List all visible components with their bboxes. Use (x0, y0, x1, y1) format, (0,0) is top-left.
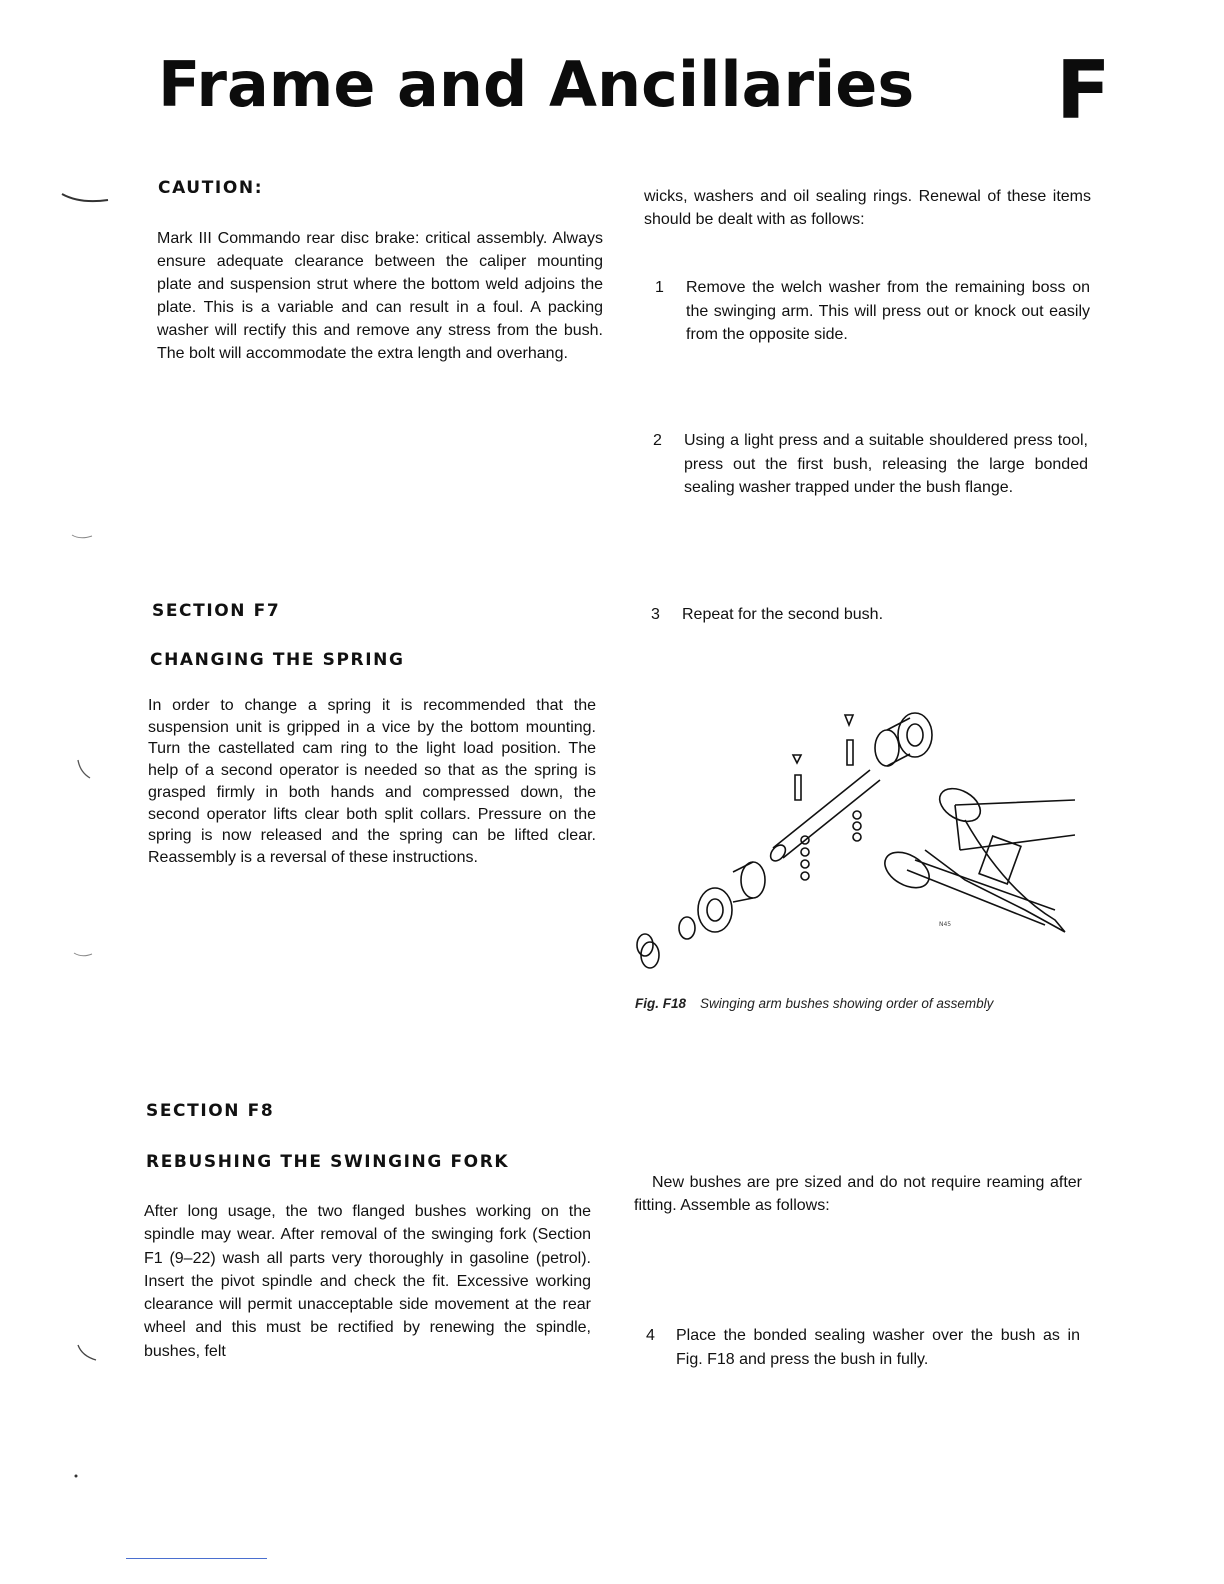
grease-nipple (793, 755, 801, 800)
figure-label: Fig. F18 (635, 996, 687, 1011)
flanged-bush (733, 862, 753, 902)
section-letter: F (1056, 44, 1111, 137)
welch-washer (641, 942, 659, 968)
sealing-washer (698, 888, 732, 932)
grease-nipple (845, 715, 853, 765)
step-number: 1 (655, 279, 664, 296)
section-f7-subheading: CHANGING THE SPRING (150, 650, 405, 670)
small-washer (853, 833, 861, 841)
step-text: Place the bonded sealing washer over the bush as in Fig. F18 and press the bush in fully. (676, 1327, 1080, 1368)
step-number: 4 (646, 1327, 655, 1344)
section-f8-subheading: REBUSHING THE SWINGING FORK (146, 1152, 510, 1172)
sealing-washer-inner (907, 724, 923, 746)
caution-heading: CAUTION: (158, 178, 264, 198)
margin-mark (72, 535, 92, 538)
sealing-washer-inner (707, 899, 723, 921)
section-f7-label: SECTION F7 (152, 601, 281, 621)
step-number: 2 (653, 432, 662, 449)
small-washer (801, 872, 809, 880)
margin-mark (75, 1475, 78, 1478)
margin-mark (78, 760, 90, 778)
right-intro-text: wicks, washers and oil sealing rings. Renewal of these items should be dealt with as follows: (644, 188, 1091, 228)
step-text: Remove the welch washer from the remaining boss on the swinging arm. This will press out or knock out easily from the opposite side. (686, 279, 1090, 343)
step-number: 3 (651, 606, 660, 623)
section-f8-text: After long usage, the two flanged bushes working on the spindle may wear. After removal of the swinging fork (Section F1 (9–22) wash all parts very thoroughly in gasoline (petrol). Insert the pivot spindle and check the fit. Excessive working clearance will permit unacceptable side movement at the rear wheel and this must be rectified by renewing the spindle, bushes, felt (144, 1203, 591, 1360)
section-f8-label: SECTION F8 (146, 1101, 275, 1121)
spindle-end (768, 842, 789, 864)
step-text: Repeat for the second bush. (682, 606, 884, 623)
margin-mark (62, 194, 108, 201)
step-3 (651, 603, 1090, 629)
margin-mark (78, 1345, 96, 1360)
footnote-rule (126, 1558, 267, 1559)
sealing-washer (898, 713, 932, 757)
step-text: Using a light press and a suitable shouldered press tool, press out the first bush, releasing the large bonded sealing washer trapped under the bush flange. (684, 432, 1088, 496)
pivot-spindle (773, 770, 880, 858)
flanged-bush (875, 730, 899, 766)
page-title: Frame and Ancillaries (158, 48, 915, 121)
flanged-bush (741, 862, 765, 898)
oil-seal (679, 917, 695, 939)
small-washer (853, 811, 861, 819)
fork-frame (955, 800, 1075, 850)
fork-gusset (979, 836, 1021, 884)
caution-text: Mark III Commando rear disc brake: critical assembly. Always ensure adequate clearance between the caliper mounting plate and suspension strut where the bottom weld adjoins the plate. This is a variable and can result in a foul. A packing washer will rectify this and remove any stress from the bush. The bolt will accommodate the extra length and overhang. (157, 230, 603, 362)
small-washer (801, 860, 809, 868)
margin-marks (60, 180, 120, 1500)
swinging-arm-diagram (625, 700, 1075, 980)
small-washer (853, 822, 861, 830)
bushes-note: New bushes are pre sized and do not require reaming after fitting. Assemble as follows: (634, 1174, 1082, 1214)
section-f7-text: In order to change a spring it is recommended that the suspension unit is gripped in a vice by the bottom mounting. Turn the castellated cam ring to the light load position. The help of a second operator is needed so that as the spring is grasped firmly in both hands and compressed down, the second operator lifts clear both split collars. Pressure on the spring is now released and the spring can be lifted clear. Reassembly is a reversal of these instructions. (148, 697, 596, 866)
margin-mark (74, 953, 92, 956)
step-4 (646, 1324, 1080, 1374)
figure-caption (635, 996, 993, 1011)
small-washer (801, 848, 809, 856)
figure-code: N45 (939, 921, 952, 928)
step-2 (653, 429, 1090, 525)
figure-caption-text: Swinging arm bushes showing order of assembly (700, 996, 994, 1011)
step-1 (655, 276, 1090, 348)
